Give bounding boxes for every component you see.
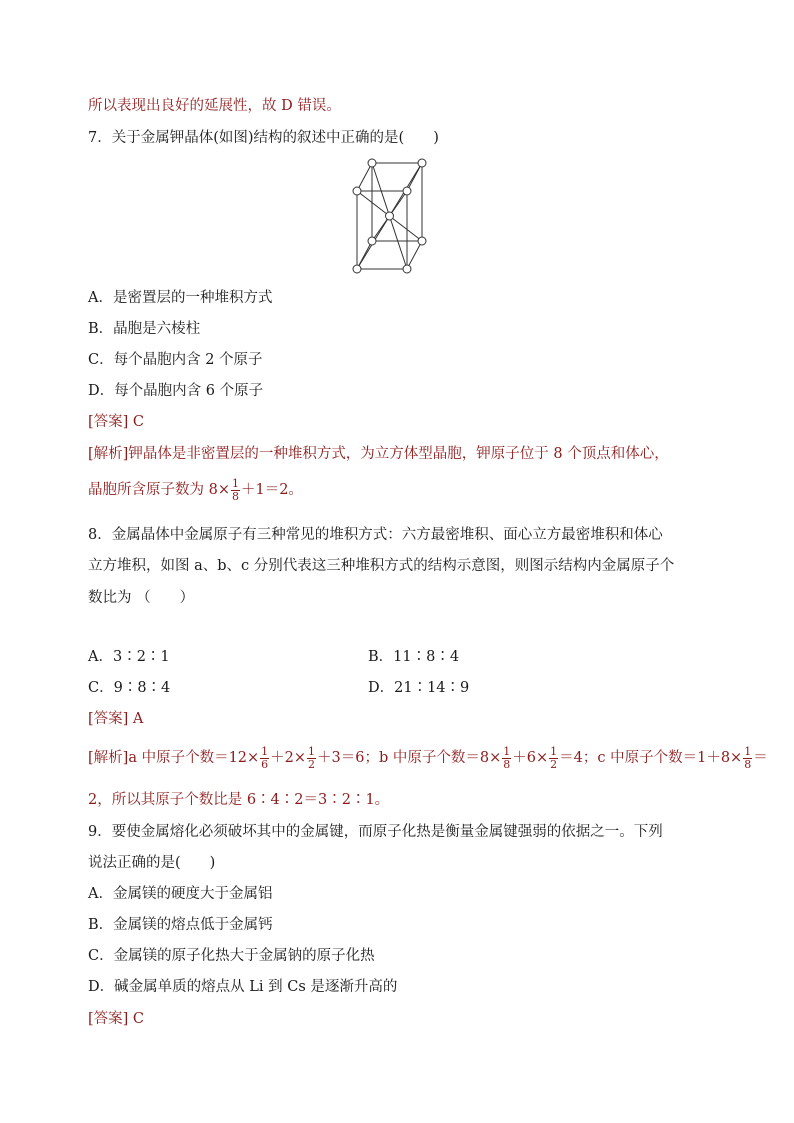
fraction-one-half: $\frac{1}{2}$ xyxy=(550,744,558,771)
q7-answer: [答案] C xyxy=(88,414,145,430)
q7-option-a: A．是密置层的一种堆积方式 xyxy=(88,290,273,306)
q7-analysis-line2: 晶胞所含原子数为 8× $\frac{1}{8}$ ＋1＝2。 xyxy=(88,476,303,503)
q9-option-d: D．碱金属单质的熔点从 Li 到 Cs 是逐渐升高的 xyxy=(88,979,398,995)
q8-stem-line3: 数比为 （ ） xyxy=(88,590,195,606)
fraction-one-eighth: $\frac{1}{8}$ xyxy=(744,744,752,771)
q8-stem-line2: 立方堆积，如图 a、b、c 分别代表这三种堆积方式的结构示意图，则图示结构内金属原子个 xyxy=(88,558,675,574)
q9-option-a: A．金属镁的硬度大于金属铝 xyxy=(88,886,273,902)
q9-option-b: B．金属镁的熔点低于金属钙 xyxy=(88,917,273,933)
q8-option-b: B．11∶8∶4 xyxy=(368,649,460,665)
q8-stem-line1: 8．金属晶体中金属原子有三种常见的堆积方式：六方最密堆积、面心立方最密堆积和体心 xyxy=(88,527,663,543)
q9-stem-line2: 说法正确的是( ) xyxy=(88,855,216,871)
q9-option-c: C．金属镁的原子化热大于金属钠的原子化热 xyxy=(88,948,375,964)
q9-answer: [答案] C xyxy=(88,1011,145,1027)
q8-option-c: C．9∶8∶4 xyxy=(88,680,171,696)
q7-option-c: C．每个晶胞内含 2 个原子 xyxy=(88,352,263,368)
q7-analysis-line1: [解析]钾晶体是非密置层的一种堆积方式，为立方体型晶胞，钾原子位于 8 个顶点和体心， xyxy=(88,446,669,462)
q9-stem-line1: 9．要使金属熔化必须破坏其中的金属键，而原子化热是衡量金属键强弱的依据之一。下列 xyxy=(88,824,663,840)
q8-option-d: D．21∶14∶9 xyxy=(368,680,470,696)
q7-option-d: D．每个晶胞内含 6 个原子 xyxy=(88,383,264,399)
fraction-one-eighth: $\frac{1}{8}$ xyxy=(503,744,511,771)
q8-option-a: A．3∶2∶1 xyxy=(88,649,170,665)
q8-analysis-line1: [解析]a 中原子个数＝12× $\frac{1}{6}$ ＋2× $\frac{1}{2}$ ＋3＝6；b 中原子个数＝8× $\frac{1}{8}$ ＋6× $\frac{1}{2}$ ＝4；c 中原子个数＝1＋8× $\frac{1}{8}$ ＝ xyxy=(88,744,768,771)
q7-stem: 7．关于金属钾晶体(如图)结构的叙述中正确的是( ) xyxy=(88,130,439,146)
q8-answer: [答案] A xyxy=(88,711,144,727)
fraction-one-eighth: $\frac{1}{8}$ xyxy=(231,476,239,503)
potassium-bcc-unit-cell-figure xyxy=(348,155,448,279)
q7-option-b: B．晶胞是六棱柱 xyxy=(88,321,201,337)
q8-analysis-line2: 2，所以其原子个数比是 6∶4∶2＝3∶2∶1。 xyxy=(88,792,390,808)
q6-analysis-tail: 所以表现出良好的延展性，故 D 错误。 xyxy=(88,98,341,114)
fraction-one-sixth: $\frac{1}{6}$ xyxy=(261,744,269,771)
fraction-one-half: $\frac{1}{2}$ xyxy=(308,744,316,771)
